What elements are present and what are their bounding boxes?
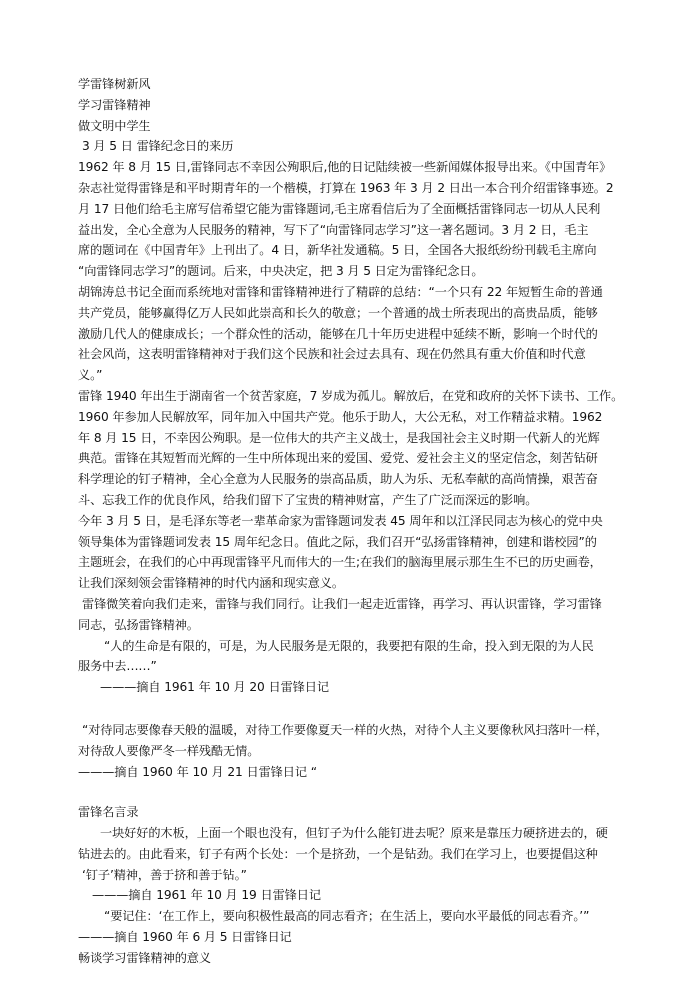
heading-significance: 畅谈学习雷锋精神的意义 — [78, 950, 211, 965]
text-line: 雷锋微笑着向我们走来，雷锋与我们同行。让我们一起走近雷锋，再学习、再认识雷锋，学习雷锋 — [82, 596, 602, 611]
heading-memorial-day-origin: 3 月 5 日 雷锋纪念日的来历 — [82, 139, 234, 154]
text-line: 年 8 月 15 日，不幸因公殉职。是一位伟大的共产主义战士，是我国社会主义时期一代新人的光辉 — [78, 430, 600, 445]
text-line: 雷锋 1940 年出生于湖南省一个贫苦家庭，7 岁成为孤儿。解放后，在党和政府的关怀下读书、工作。 — [78, 388, 624, 403]
quote-source: ———摘自 1961 年 10 月 19 日雷锋日记 — [92, 888, 321, 903]
text-line: 义。” — [78, 368, 103, 383]
text-line: 社会风尚，这表明雷锋精神对于我们这个民族和社会过去具有、现在仍然具有重大价值和时代意 — [78, 347, 586, 362]
quote-nail-spirit — [78, 823, 626, 906]
document-page — [78, 74, 626, 969]
text-line: 月 17 日他们给毛主席写信希望它能为雷锋题词,毛主席看信后为了全面概括雷锋同志一切从人民利 — [78, 201, 601, 216]
quote-source: ———摘自 1961 年 10 月 20 日雷锋日记 — [100, 680, 329, 695]
heading-3: 做文明中学生 — [78, 118, 151, 133]
text-line: 同志，弘扬雷锋精神。 — [78, 617, 199, 632]
text-line: 胡锦涛总书记全面而系统地对雷锋和雷锋精神进行了精辟的总结：“一个只有 22 年短暂生命的普通 — [78, 284, 603, 299]
text-line: 一块好好的木板，上面一个眼也没有，但钉子为什么能钉进去呢？原来是靠压力硬挤进去的，硬 — [100, 826, 608, 841]
quote-diary-2 — [78, 720, 626, 782]
heading-quotes: 雷锋名言录 — [78, 805, 139, 820]
text-line: 科学理论的钉子精神，全心全意为人民服务的崇高品质，助人为乐、无私奉献的高尚情操，艰苦奋 — [78, 472, 598, 487]
text-line: 主题班会，在我们的心中再现雷锋平凡而伟大的一生;在我们的脑海里展示那生生不已的历史画卷， — [78, 555, 602, 570]
text-line: 领导集体为雷锋题词发表 15 周年纪念日。值此之际，我们召开“弘扬雷锋精神，创建和谐校园”的 — [78, 534, 597, 549]
text-line: 席的题词在《中国青年》上刊出了。4 日，新华社发通稿。5 日，全国各大报纸纷纷刊载毛主席向 — [78, 243, 597, 258]
paragraph-summary — [78, 282, 626, 386]
quote-source: ———摘自 1960 年 6 月 5 日雷锋日记 — [78, 930, 292, 945]
text-line: 服务中去……” — [78, 659, 157, 674]
quote-diary-1 — [78, 636, 626, 698]
paragraph-walk-with-leifeng — [78, 594, 626, 636]
text-line: 让我们深刻领会雷锋精神的时代内涵和现实意义。 — [78, 576, 344, 591]
text-line: 钻进去的。由此看来，钉子有两个长处：一个是挤劲，一个是钻劲。我们在学习上，也要提倡这种 — [78, 846, 598, 861]
text-line: “对待同志要像春天般的温暖，对待工作要像夏天一样的火热，对待个人主义要像秋风扫落叶一样， — [82, 722, 608, 737]
text-line: 斗、忘我工作的优良作风，给我们留下了宝贵的精神财富，产生了广泛而深远的影响。 — [78, 492, 538, 507]
text-line: 今年 3 月 5 日，是毛泽东等老一辈革命家为雷锋题词发表 45 周年和以江泽民同志为核心的党中央 — [78, 513, 603, 528]
heading-1: 学雷锋树新风 — [78, 77, 151, 91]
text-line: 共产党员，能够赢得亿万人民如此崇高和长久的敬意；一个普通的战士所表现出的高贵品质，能够 — [78, 305, 598, 320]
quote-source: ———摘自 1960 年 10 月 21 日雷锋日记 “ — [78, 764, 317, 779]
text-line: 益出发，全心全意为人民服务的精神，写下了“向雷锋同志学习”这一著名题词。3 月 2 日，毛主 — [78, 222, 589, 237]
text-line: “要记住：‘在工作上，要向积极性最高的同志看齐；在生活上，要向水平最低的同志看齐。’” — [104, 909, 590, 924]
text-line: “向雷锋同志学习”的题词。后来，中央决定，把 3 月 5 日定为雷锋纪念日。 — [78, 264, 484, 279]
paragraph-biography — [78, 386, 626, 511]
text-line: 杂志社觉得雷锋是和平时期青年的一个楷模，打算在 1963 年 3 月 2 日出一本合刊介绍雷锋事迹。2 — [78, 180, 614, 195]
paragraph-anniversary — [78, 511, 626, 594]
text-line: “人的生命是有限的，可是，为人民服务是无限的，我要把有限的生命，投入到无限的为人民 — [104, 638, 594, 653]
text-line: 1962 年 8 月 15 日,雷锋同志不幸因公殉职后,他的日记陆续被一些新闻媒体报导出来。《中国青年》 — [78, 160, 612, 175]
text-line: 对待敌人要像严冬一样残酷无情。 — [78, 743, 260, 758]
text-line: 1960 年参加人民解放军，同年加入中国共产党。他乐于助人，大公无私，对工作精益求精。1962 — [78, 409, 603, 424]
text-line: 激励几代人的健康成长；一个群众性的活动，能够在几十年历史进程中延续不断，影响一个时代的 — [78, 326, 598, 341]
paragraph-origin — [78, 157, 626, 282]
text-line: ‘钉子’精神，善于挤和善于钻。” — [82, 867, 247, 882]
quote-work-life — [78, 906, 626, 948]
text-line: 典范。雷锋在其短暂而光辉的一生中所体现出来的爱国、爱党、爱社会主义的坚定信念，刻苦钻研 — [78, 451, 598, 466]
heading-2: 学习雷锋精神 — [78, 97, 151, 112]
